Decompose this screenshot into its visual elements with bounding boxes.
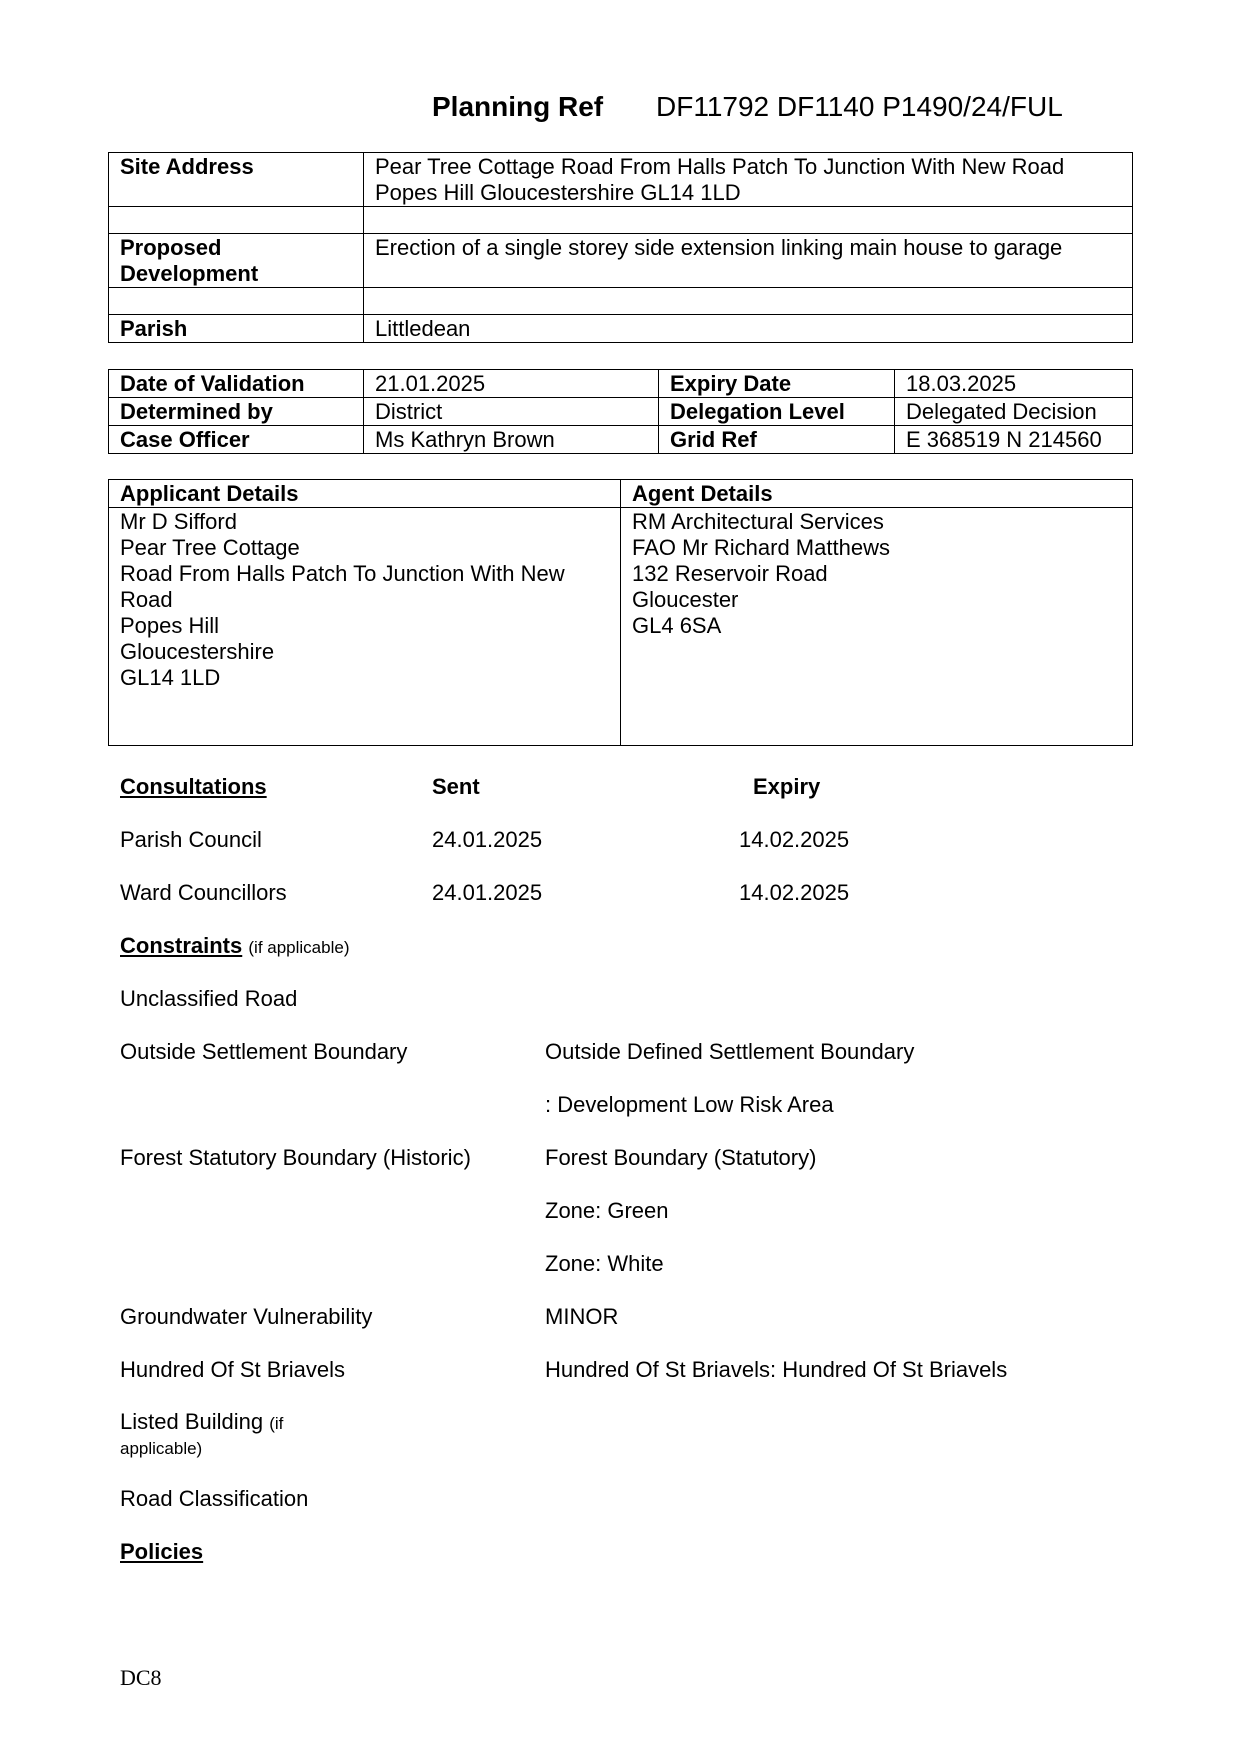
forest-boundary-label: Forest Statutory Boundary (Historic) bbox=[120, 1145, 471, 1170]
planning-ref-label: Planning Ref bbox=[432, 91, 604, 122]
delegation-level-label: Delegation Level bbox=[659, 398, 895, 426]
planning-ref-value: DF11792 DF1140 P1490/24/FUL bbox=[656, 91, 1063, 122]
expiry-date-label: Expiry Date bbox=[659, 370, 895, 398]
validation-date-label: Date of Validation bbox=[109, 370, 364, 398]
settlement-risk-value: : Development Low Risk Area bbox=[545, 1092, 834, 1117]
determined-by-label: Determined by bbox=[109, 398, 364, 426]
consultations-heading: Consultations bbox=[120, 774, 267, 799]
expiry-heading: Expiry bbox=[753, 774, 821, 799]
site-details-table bbox=[108, 152, 1133, 343]
settlement-boundary-value: Outside Defined Settlement Boundary bbox=[545, 1039, 915, 1064]
sent-heading: Sent bbox=[432, 774, 480, 799]
site-address-value: Pear Tree Cottage Road From Halls Patch To Junction With New Road Popes Hill Gloucestershire GL14 1LD bbox=[364, 153, 1133, 207]
groundwater-label: Groundwater Vulnerability bbox=[120, 1304, 373, 1329]
case-officer-label: Case Officer bbox=[109, 426, 364, 454]
grid-ref-label: Grid Ref bbox=[659, 426, 895, 454]
hundred-label: Hundred Of St Briavels bbox=[120, 1357, 345, 1382]
agent-details-heading: Agent Details bbox=[621, 480, 1133, 508]
agent-details: RM Architectural Services FAO Mr Richard Matthews 132 Reservoir Road Gloucester GL4 6SA bbox=[621, 508, 1133, 746]
settlement-boundary-label: Outside Settlement Boundary bbox=[120, 1039, 408, 1064]
constraints-heading: Constraints bbox=[120, 933, 243, 958]
consultee-sent: 24.01.2025 bbox=[432, 827, 543, 852]
listed-building: Listed Building (if applicable) bbox=[120, 1409, 284, 1458]
applicant-details: Mr D Sifford Pear Tree Cottage Road From Halls Patch To Junction With New Road Popes Hill Gloucestershire GL14 1LD bbox=[109, 508, 621, 746]
consultee-expiry: 14.02.2025 bbox=[739, 827, 850, 852]
case-officer-value: Ms Kathryn Brown bbox=[364, 426, 659, 454]
delegation-level-value: Delegated Decision bbox=[895, 398, 1133, 426]
forest-zone-white: Zone: White bbox=[545, 1251, 664, 1276]
footer-code: DC8 bbox=[120, 1665, 162, 1690]
consultee-expiry: 14.02.2025 bbox=[739, 880, 850, 905]
expiry-date-value: 18.03.2025 bbox=[895, 370, 1133, 398]
road-classification-label: Road Classification bbox=[120, 1486, 309, 1511]
validation-date-value: 21.01.2025 bbox=[364, 370, 659, 398]
forest-zone-green: Zone: Green bbox=[545, 1198, 669, 1223]
applicant-agent-table bbox=[108, 479, 1133, 746]
consultee-sent: 24.01.2025 bbox=[432, 880, 543, 905]
consultee-name: Parish Council bbox=[120, 827, 262, 852]
applicant-details-heading: Applicant Details bbox=[109, 480, 621, 508]
constraints-note: (if applicable) bbox=[248, 938, 350, 957]
determined-by-value: District bbox=[364, 398, 659, 426]
hundred-value: Hundred Of St Briavels: Hundred Of St Briavels bbox=[545, 1357, 1008, 1382]
groundwater-value: MINOR bbox=[545, 1304, 619, 1329]
grid-ref-value: E 368519 N 214560 bbox=[895, 426, 1133, 454]
site-address-label: Site Address bbox=[109, 153, 364, 207]
unclassified-road: Unclassified Road bbox=[120, 986, 298, 1011]
consultee-name: Ward Councillors bbox=[120, 880, 287, 905]
parish-value: Littledean bbox=[364, 315, 1133, 343]
forest-boundary-value: Forest Boundary (Statutory) bbox=[545, 1145, 817, 1170]
parish-label: Parish bbox=[109, 315, 364, 343]
constraints-header bbox=[120, 933, 349, 959]
proposed-development-label: Proposed Development bbox=[109, 234, 364, 288]
validation-table bbox=[108, 369, 1133, 454]
policies-heading: Policies bbox=[120, 1539, 204, 1564]
proposed-development-value: Erection of a single storey side extension linking main house to garage bbox=[364, 234, 1133, 288]
